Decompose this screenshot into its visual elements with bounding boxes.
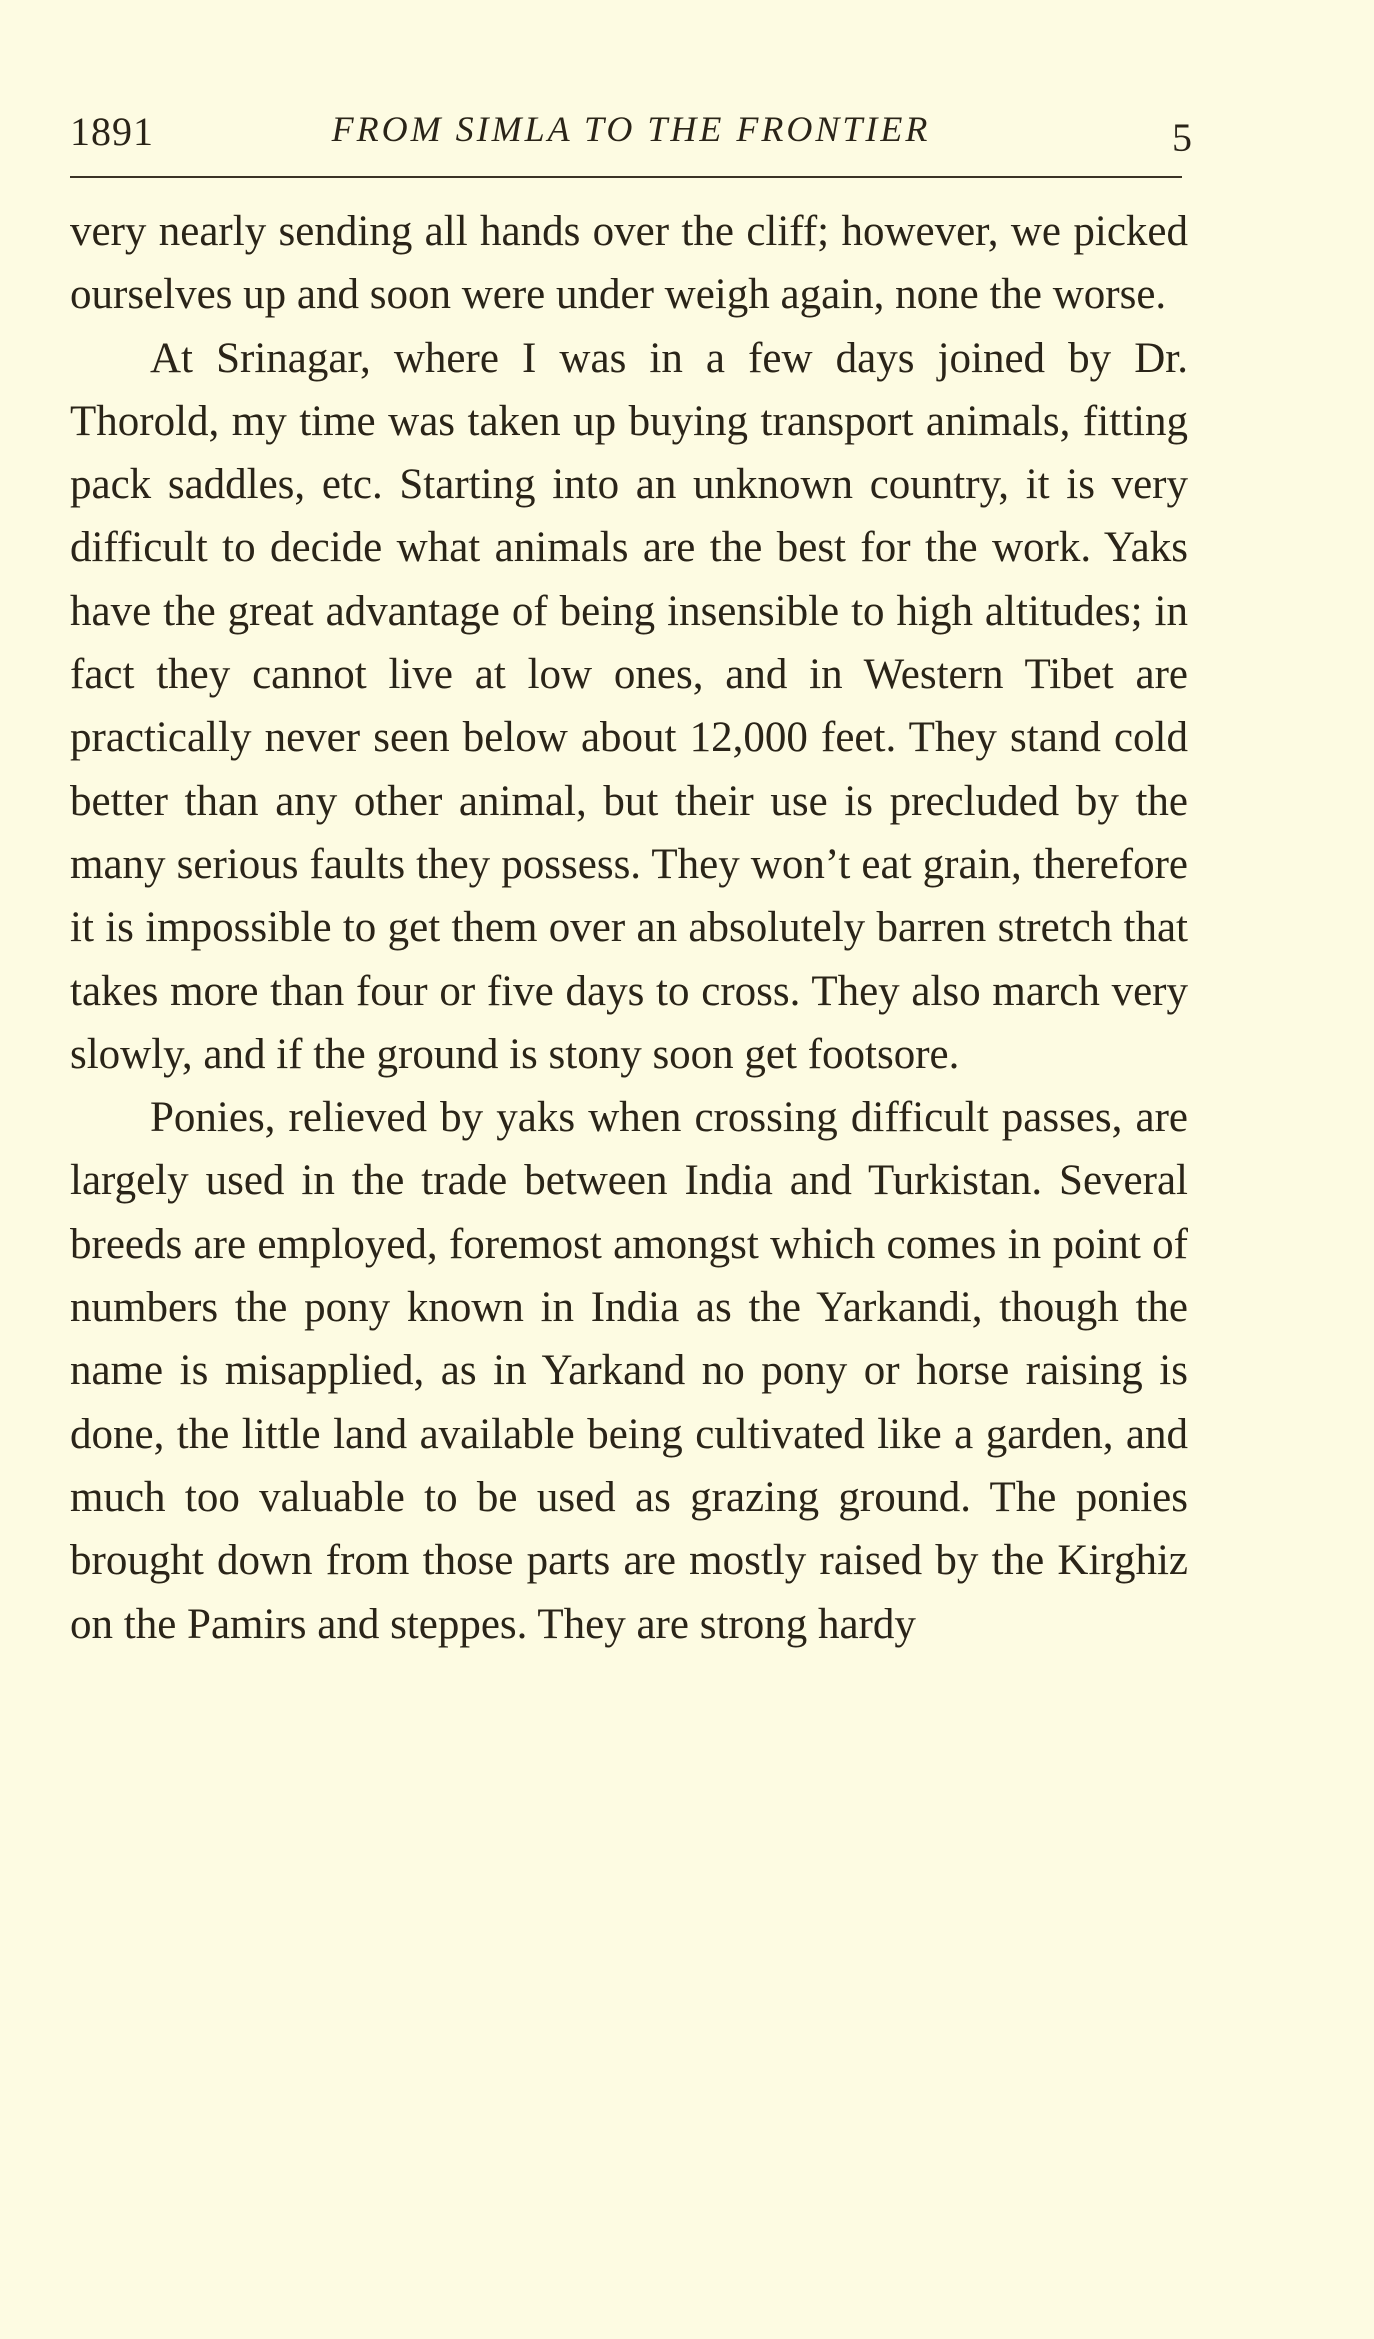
paragraph: very nearly sending all hands over the cliff; however, we picked ourselves up and soon were under weigh again, none the worse. bbox=[70, 208, 1188, 319]
header-rule bbox=[70, 176, 1182, 178]
running-head bbox=[70, 108, 1192, 168]
body-text bbox=[70, 200, 1188, 1656]
paragraph: Ponies, relieved by yaks when crossing difficult passes, are largely used in the trade between India and Turkistan. Several breeds are employed, foremost amongst which comes in point of numbers the pony known in India as the Yarkandi, though the name is misapplied, as in Yarkand no pony or horse raising is done, the little land available being cultivated like a garden, and much too valuable to be used as grazing ground. The ponies brought down from those parts are mostly raised by the Kirghiz on the Pamirs and steppes. They are strong hardy bbox=[70, 1094, 1188, 1648]
paragraph: At Srinagar, where I was in a few days joined by Dr. Thorold, my time was taken up buying transport animals, fitting pack saddles, etc. Starting into an unknown country, it is very difficult to decide what animals are the best for the work. Yaks have the great advantage of being insensible to high altitudes; in fact they cannot live at low ones, and in Western Tibet are practically never seen below about 12,000 feet. They stand cold better than any other animal, but their use is precluded by the many serious faults they possess. They won’t eat grain, therefore it is impossible to get them over an absolutely barren stretch that takes more than four or five days to cross. They also march very slowly, and if the ground is stony soon get footsore. bbox=[70, 334, 1188, 1078]
header-year: 1891 bbox=[70, 109, 154, 154]
page-number: 5 bbox=[1172, 115, 1192, 160]
header-title: FROM SIMLA TO THE FRONTIER bbox=[331, 109, 931, 149]
